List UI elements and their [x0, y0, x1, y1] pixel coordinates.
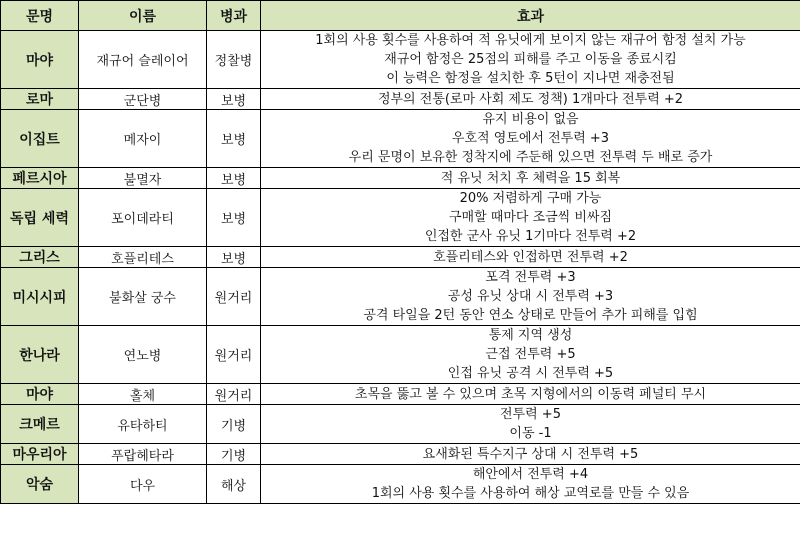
unit-name-cell: 메자이	[79, 110, 207, 168]
effect-line: 적 유닛 처치 후 체력을 15 회복	[440, 170, 621, 186]
civ-cell: 로마	[1, 89, 79, 110]
effect-line: 이동 -1	[509, 426, 552, 441]
unit-name-cell: 불멸자	[79, 168, 207, 189]
civ-cell: 크메르	[1, 405, 79, 444]
effect-line: 요새화된 특수지구 상대 시 전투력 +5	[422, 446, 639, 462]
header-effect: 효과	[261, 1, 800, 31]
effect-cell	[261, 110, 800, 168]
unit-type-cell: 원거리	[207, 384, 261, 405]
effect-line: 정부의 전통(로마 사회 제도 정책) 1개마다 전투력 +2	[377, 91, 684, 107]
effect-line: 인접 유닛 공격 시 전투력 +5	[447, 366, 614, 381]
unit-type-cell: 보병	[207, 89, 261, 110]
effect-line: 포격 전투력 +3	[485, 270, 576, 285]
effect-cell	[261, 384, 800, 405]
effect-cell	[261, 465, 800, 504]
effect-line: 재규어 함정은 25점의 피해를 주고 이동을 종료시킴	[384, 52, 677, 67]
unit-type-cell: 기병	[207, 444, 261, 465]
effect-line: 20% 저렴하게 구매 가능	[459, 191, 602, 206]
civ-cell: 이집트	[1, 110, 79, 168]
effect-line: 이 능력은 함정을 설치한 후 5턴이 지나면 재충전됨	[386, 71, 675, 86]
unit-type-cell: 해상	[207, 465, 261, 504]
unit-name-cell: 군단병	[79, 89, 207, 110]
effect-line: 공격 타일을 2턴 동안 연소 상태로 만들어 추가 피해를 입힘	[363, 308, 698, 323]
table-row	[1, 31, 800, 89]
effect-line: 1회의 사용 횟수를 사용하여 해상 교역로를 만들 수 있음	[371, 486, 690, 501]
unit-type-cell: 정찰병	[207, 31, 261, 89]
effect-cell	[261, 168, 800, 189]
effect-line: 호플리테스와 인접하면 전투력 +2	[433, 249, 628, 265]
table-row	[1, 384, 800, 405]
unit-name-cell: 불화살 궁수	[79, 268, 207, 326]
unit-type-cell: 원거리	[207, 268, 261, 326]
table-row	[1, 89, 800, 110]
civ-cell: 마야	[1, 31, 79, 89]
effect-line: 통제 지역 생성	[488, 328, 573, 343]
table-row	[1, 444, 800, 465]
effect-line: 해안에서 전투력 +4	[472, 467, 589, 482]
civ-cell: 독립 세력	[1, 189, 79, 247]
unit-name-cell: 재규어 슬레이어	[79, 31, 207, 89]
effect-cell	[261, 89, 800, 110]
table-body	[1, 31, 800, 504]
unit-type-cell: 보병	[207, 168, 261, 189]
effect-cell	[261, 247, 800, 268]
unit-type-cell: 보병	[207, 110, 261, 168]
table-row	[1, 268, 800, 326]
header-name: 이름	[79, 1, 207, 31]
effect-line: 구매할 때마다 조금씩 비싸짐	[448, 210, 613, 225]
unit-name-cell: 연노병	[79, 326, 207, 384]
table-row	[1, 465, 800, 504]
effect-cell	[261, 268, 800, 326]
civ-cell: 페르시아	[1, 168, 79, 189]
effect-line: 우리 문명이 보유한 정착지에 주둔해 있으면 전투력 두 배로 증가	[348, 150, 713, 165]
unit-type-cell: 보병	[207, 189, 261, 247]
unit-name-cell: 유타하티	[79, 405, 207, 444]
effect-line: 인접한 군사 유닛 1기마다 전투력 +2	[424, 229, 637, 244]
civ-cell: 미시시피	[1, 268, 79, 326]
table-row	[1, 168, 800, 189]
effect-line: 초목을 뚫고 볼 수 있으며 초목 지형에서의 이동력 페널티 무시	[354, 386, 707, 402]
unit-type-cell: 원거리	[207, 326, 261, 384]
table-row	[1, 189, 800, 247]
unit-name-cell: 푸랍헤타라	[79, 444, 207, 465]
effect-cell	[261, 405, 800, 444]
effect-cell	[261, 189, 800, 247]
table-row	[1, 110, 800, 168]
unit-type-cell: 기병	[207, 405, 261, 444]
table-row	[1, 247, 800, 268]
table-row	[1, 326, 800, 384]
unit-name-cell: 다우	[79, 465, 207, 504]
unit-name-cell: 홀체	[79, 384, 207, 405]
effect-line: 1회의 사용 횟수를 사용하여 적 유닛에게 보이지 않는 재규어 함정 설치 가능	[315, 33, 746, 48]
unit-type-cell: 보병	[207, 247, 261, 268]
effect-cell	[261, 444, 800, 465]
effect-line: 전투력 +5	[500, 407, 561, 422]
civ-cell: 악숨	[1, 465, 79, 504]
header-row	[1, 1, 800, 31]
civ-cell: 마우리아	[1, 444, 79, 465]
table-row	[1, 405, 800, 444]
civ-cell: 그리스	[1, 247, 79, 268]
header-civ: 문명	[1, 1, 79, 31]
unit-name-cell: 포이데라티	[79, 189, 207, 247]
civ-cell: 마야	[1, 384, 79, 405]
civ-cell: 한나라	[1, 326, 79, 384]
unit-name-cell: 호플리테스	[79, 247, 207, 268]
effect-cell	[261, 31, 800, 89]
header-type: 병과	[207, 1, 261, 31]
effect-line: 공성 유닛 상대 시 전투력 +3	[447, 289, 614, 304]
effect-line: 유지 비용이 없음	[482, 112, 579, 127]
effect-cell	[261, 326, 800, 384]
effect-line: 근접 전투력 +5	[485, 347, 576, 362]
effect-line: 우호적 영토에서 전투력 +3	[451, 131, 610, 146]
